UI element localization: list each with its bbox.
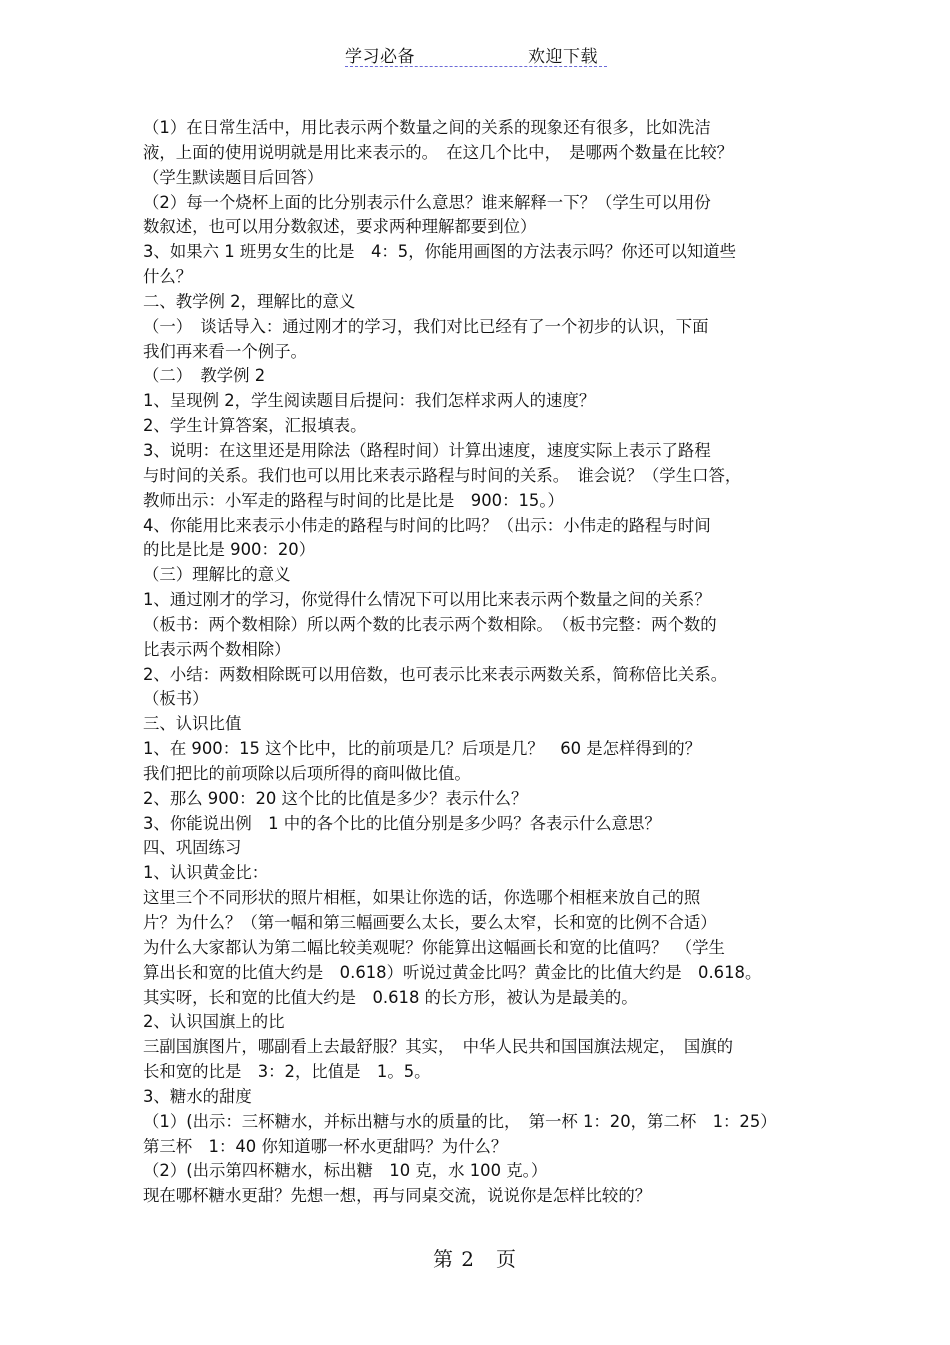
text-line: 3、糖水的甜度 <box>143 1086 252 1106</box>
text-line: 现在哪杯糖水更甜？先想一想，再与同桌交流，说说你是怎样比较的？ <box>143 1186 652 1206</box>
document-body <box>143 116 823 1209</box>
text-line: （2）(出示第四杯糖水，标出糖 10 克，水 100 克。） <box>143 1161 548 1181</box>
text-line: 我们把比的前项除以后项所得的商叫做比值。 <box>143 763 471 783</box>
text-line: （一） 谈话导入：通过刚才的学习，我们对比已经有了一个初步的认识，下面 <box>143 316 709 336</box>
text-line: 3、你能说出例 1 中的各个比的比值分别是多少吗？各表示什么意思？ <box>143 813 661 833</box>
text-line: 比表示两个数相除） <box>143 639 291 659</box>
text-line: 1、在 900：15 这个比中，比的前项是几？后项是几？ 60 是怎样得到的？ <box>143 739 701 759</box>
text-line: （二） 教学例 2 <box>143 366 266 386</box>
text-line: 这里三个不同形状的照片相框，如果让你选的话，你选哪个相框来放自己的照 <box>143 888 701 908</box>
text-line: （学生默读题目后回答） <box>143 167 324 187</box>
text-line: 算出长和宽的比值大约是 0.618）听说过黄金比吗？黄金比的比值大约是 0.618。 <box>143 962 762 982</box>
text-line: （板书） <box>143 689 209 709</box>
text-line: 2、学生计算答案，汇报填表。 <box>143 416 367 436</box>
text-line: 与时间的关系。我们也可以用比来表示路程与时间的关系。 谁会说？（学生口答， <box>143 465 742 485</box>
text-line: 2、认识国旗上的比 <box>143 1012 285 1032</box>
text-line: 为什么大家都认为第二幅比较美观呢？你能算出这幅画长和宽的比值吗？ （学生 <box>143 937 725 957</box>
text-line: （1）(出示：三杯糖水，并标出糖与水的质量的比， 第一杯 1：20，第二杯 1：25） <box>143 1111 777 1131</box>
text-line: 二、教学例 2，理解比的意义 <box>143 291 356 311</box>
text-line: 第三杯 1：40 你知道哪一杯水更甜吗？为什么？ <box>143 1136 508 1156</box>
text-line: 液，上面的使用说明就是用比来表示的。 在这几个比中， 是哪两个数量在比较？ <box>143 142 734 162</box>
text-line: 我们再来看一个例子。 <box>143 341 307 361</box>
text-line: （1）在日常生活中，用比表示两个数量之间的关系的现象还有很多，比如洗洁 <box>143 118 711 137</box>
text-line: （板书：两个数相除）所以两个数的比表示两个数相除。 （板书完整：两个数的 <box>143 614 717 634</box>
text-line: 数叙述，也可以用分数叙述，要求两种理解都要到位） <box>143 217 537 237</box>
header-right-text: 欢迎下载 <box>528 47 598 67</box>
text-line: 3、说明：在这里还是用除法（路程时间）计算出速度，速度实际上表示了路程 <box>143 440 711 460</box>
text-line: 1、通过刚才的学习，你觉得什么情况下可以用比来表示两个数量之间的关系？ <box>143 590 711 610</box>
text-line: 三副国旗图片，哪副看上去最舒服？其实， 中华人民共和国国旗法规定， 国旗的 <box>143 1037 734 1057</box>
text-line: 2、小结：两数相除既可以用倍数，也可表示比来表示两数关系，简称倍比关系。 <box>143 664 728 684</box>
text-line: 教师出示：小军走的路程与时间的比是比是 900：15。） <box>143 490 564 510</box>
text-line: 的比是比是 900：20） <box>143 540 316 560</box>
text-line: 1、认识黄金比： <box>143 863 269 883</box>
text-line: （三）理解比的意义 <box>143 565 291 585</box>
text-line: 长和宽的比是 3：2，比值是 1。5。 <box>143 1062 431 1082</box>
header-left-text: 学习必备 <box>345 47 415 67</box>
text-line: 2、那么 900：20 这个比的比值是多少？表示什么？ <box>143 788 528 808</box>
text-line: 片？为什么？（第一幅和第三幅画要么太长，要么太窄，长和宽的比例不合适） <box>143 913 717 932</box>
text-line: 什么？ <box>143 267 193 287</box>
text-line: 其实呀，长和宽的比值大约是 0.618 的长方形，被认为是最美的。 <box>143 987 638 1007</box>
text-line: 4、你能用比来表示小伟走的路程与时间的比吗？（出示：小伟走的路程与时间 <box>143 515 711 535</box>
text-line: 四、巩固练习 <box>143 838 242 858</box>
page-header <box>345 40 607 67</box>
text-line: 三、认识比值 <box>143 714 242 734</box>
text-line: 3、如果六 1 班男女生的比是 4：5，你能用画图的方法表示吗？你还可以知道些 <box>143 242 737 262</box>
text-line: （2）每一个烧杯上面的比分别表示什么意思？谁来解释一下？（学生可以用份 <box>143 192 711 212</box>
page-number: 第 2 页 <box>432 1247 518 1271</box>
text-line: 1、呈现例 2，学生阅读题目后提问：我们怎样求两人的速度？ <box>143 391 596 411</box>
